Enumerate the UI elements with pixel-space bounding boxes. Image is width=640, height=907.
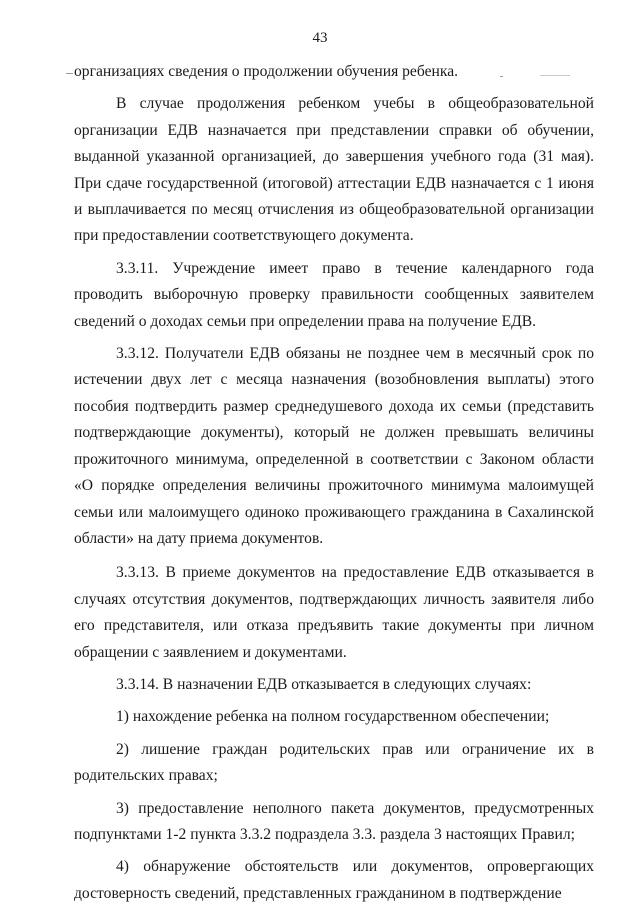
document-body [74,59,594,907]
list-item-1: 1) нахождение ребенка на полном государственном обеспечении; [116,708,550,726]
scan-mark [66,73,73,74]
paragraph-study-continuation: В случае продолжения ребенком учебы в общеобразовательной организации ЕДВ назначается при представлении справки об обучении, выданной указанной организацией, до завершения учебного года (31 мая). При сдаче государственной (итоговой) аттестации ЕДВ назначается с 1 июня и выплачивается по месяц отчисления из общеобразовательной организации при предоставлении соответствующего документа. [74,95,594,245]
paragraph-3-3-13: 3.3.13. В приеме документов на предоставление ЕДВ отказывается в случаях отсутствия документов, подтверждающих личность заявителя либо его представителя, или отказа предъявить такие документы при личном обращении с заявлением и документами. [74,564,594,661]
list-item-2: 2) лишение граждан родительских прав или ограничение их в родительских правах; [74,740,594,785]
paragraph-3-3-14: 3.3.14. В назначении ЕДВ отказывается в следующих случаях: [116,675,532,693]
list-item-4: 4) обнаружение обстоятельств или документов, опровергающих достоверность сведений, представленных гражданином в подтверждение [74,858,594,902]
list-item-3: 3) предоставление неполного пакета документов, предусмотренных подпунктами 1-2 пункта 3.3.2 подраздела 3.3. раздела 3 настоящих Правил; [74,799,594,843]
paragraph-3-3-12: 3.3.12. Получатели ЕДВ обязаны не позднее чем в месячный срок по истечении двух лет с месяца назначения (возобновления выплаты) этого пособия подтвердить размер среднедушевого дохода их семьи (представить подтверждающие документы), который не должен превышать величины прожиточного минимума, определенной в соответствии с Законом области «О порядке определения величины прожиточного минимума малоимущей семьи или малоимущего одиноко проживающего гражданина в Сахалинской области» на дату приема документов. [74,345,594,547]
paragraph-continuation: организациях сведения о продолжении обучения ребенка. [74,63,459,80]
page-number: 43 [312,30,328,46]
paragraph-3-3-11: 3.3.11. Учреждение имеет право в течение календарного года проводить выборочную проверку правильности сообщенных заявителем сведений о доходах семьи при определении права на получение ЕДВ. [74,259,594,330]
